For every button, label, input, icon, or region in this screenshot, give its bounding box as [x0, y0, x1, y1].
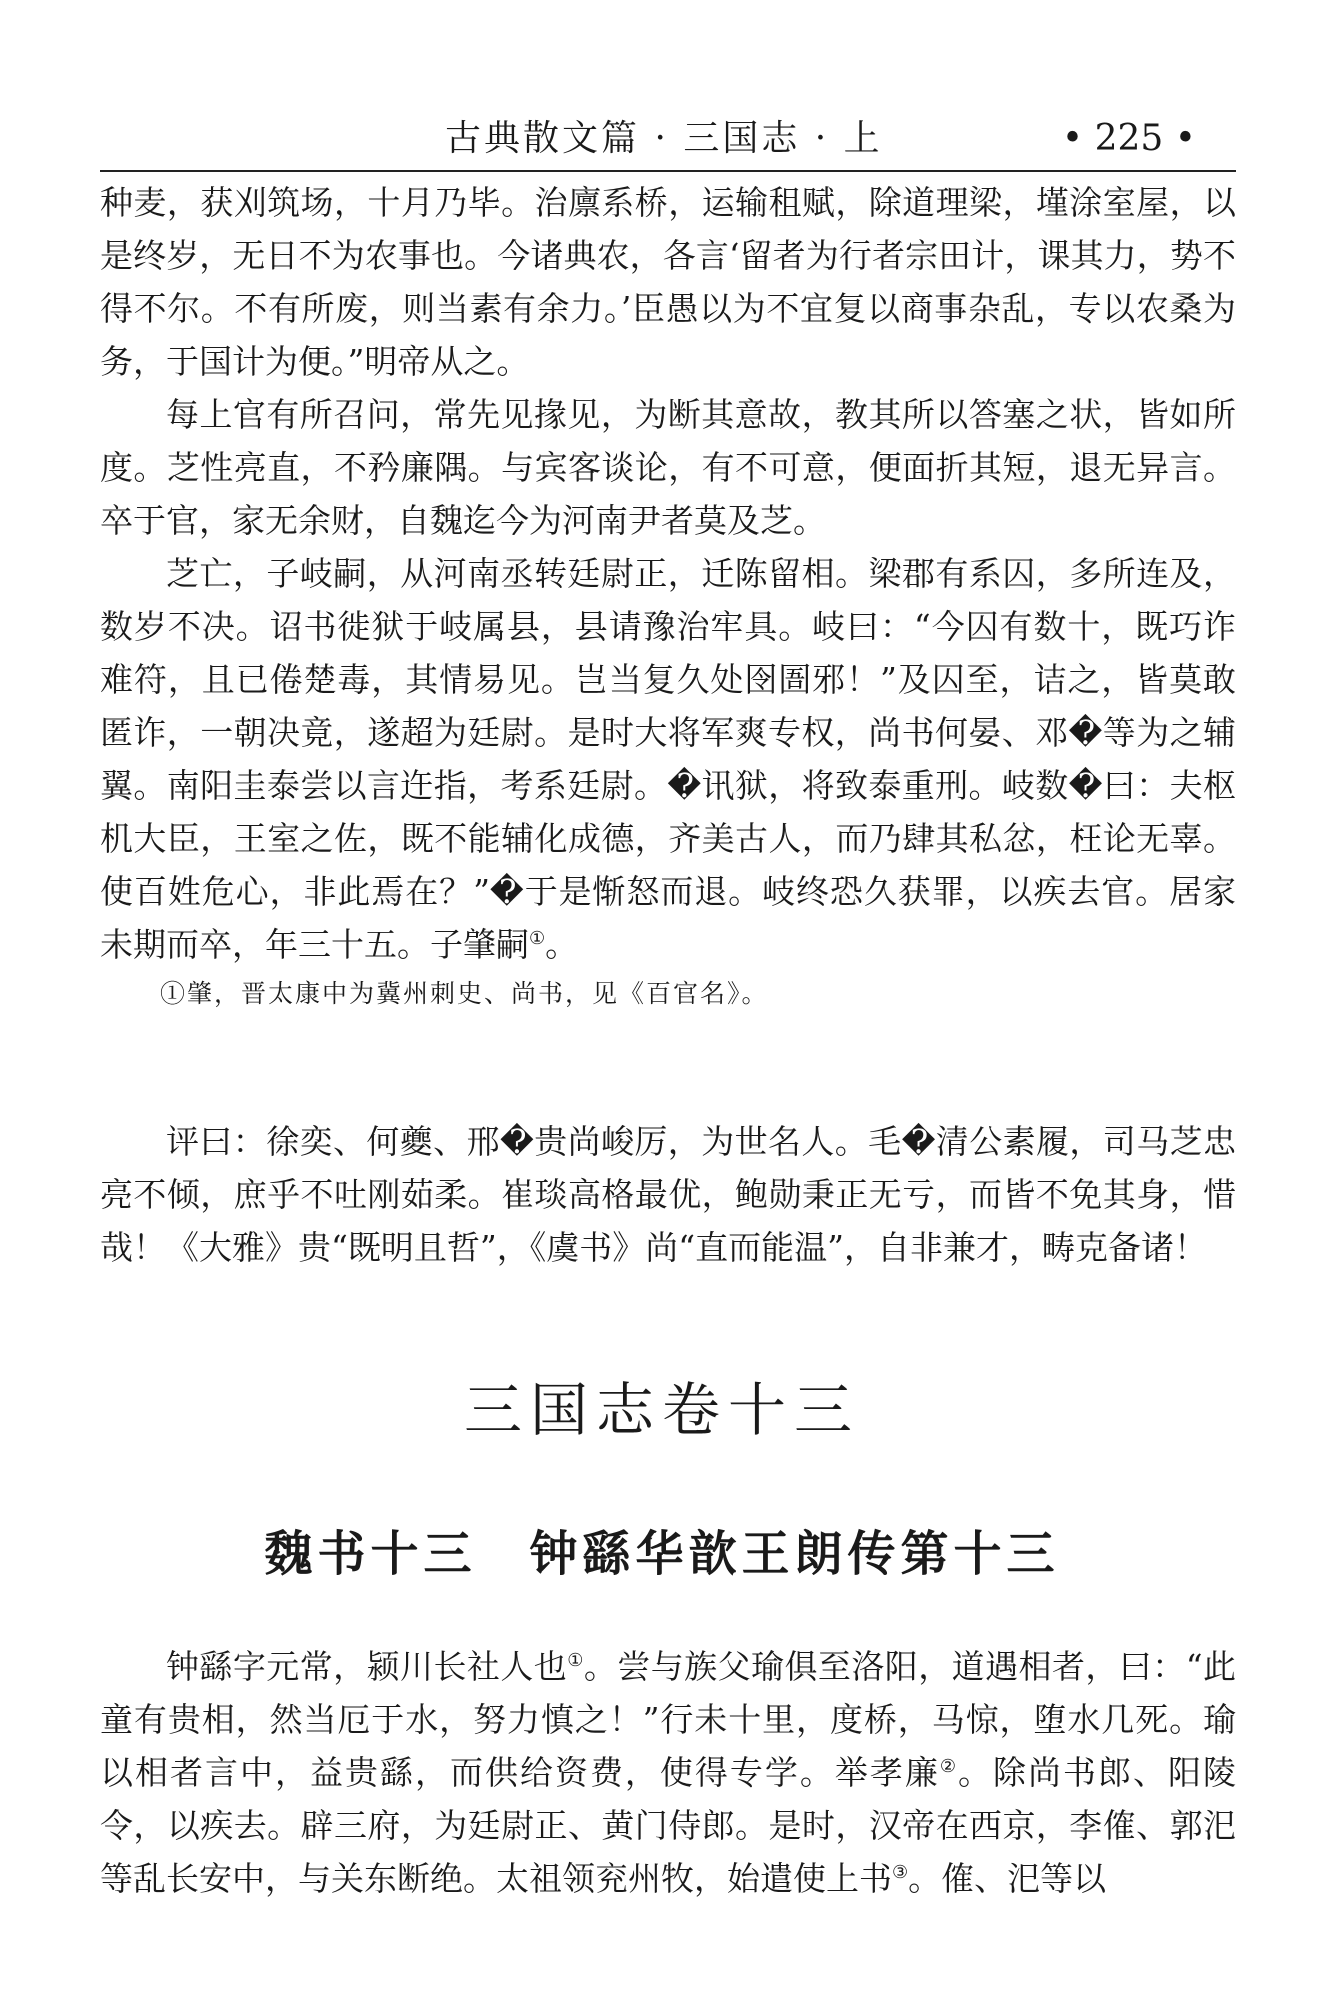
paragraph-text: 。尝与族父瑜俱至洛阳，道遇相者，曰：“此童有贵相，然当厄于水，努力慎之！”行未十里，度桥，马惊，堕水几死。瑜以相者言中，益贵繇，而供给资费，使得专学。举孝廉	[100, 1647, 1237, 1792]
volume-title: 三国志卷十三	[463, 1376, 860, 1444]
page-number: • 225 •	[1061, 118, 1196, 159]
paragraph-text: 。除尚书郎、阳陵令，以疾去。辟三府，为廷尉正、黄门侍郎。是时，汉帝在西京，李傕、郭汜等乱长安中，与关东断绝。太祖领兖州牧，始遣使上书	[100, 1753, 1237, 1898]
footnote: ①肇，晋太康中为冀州刺史、尚书，见《百官名》。	[160, 979, 769, 1008]
chapter-text	[100, 1640, 1236, 1905]
footnote-ref: ①	[567, 1650, 584, 1671]
comment-paragraph: 评曰：徐奕、何夔、邢�贵尚峻厉，为世名人。毛�清公素履，司马芝忠亮不倾，庶乎不吐刚茹柔。崔琰高格最优，鲍勋秉正无亏，而皆不免其身，惜哉！《大雅》贵“既明且哲”，《虞书》尚“直而能温”，自非兼才，畴克备诸！	[100, 1122, 1236, 1267]
paragraph-text: 芝亡，子岐嗣，从河南丞转廷尉正，迁陈留相。梁郡有系囚，多所连及，数岁不决。诏书徙狱于岐属县，县请豫治牢具。岐曰：“今囚有数十，既巧诈难符，且已倦楚毒，其情易见。岂当复久处囹圄邪！”及囚至，诘之，皆莫敢匿诈，一朝决竟，遂超为廷尉。是时大将军爽专权，尚书何晏、邓�等为之辅翼。南阳圭泰尝以言迕指，考系廷尉。�讯狱，将致泰重刑。岐数�曰：夫枢机大臣，王室之佐，既不能辅化成德，齐美古人，而乃肆其私忿，枉论无辜。使百姓危心，非此焉在？”�于是惭怒而退。岐终恐久获罪，以疾去官。居家未期而卒，年三十五。子肇嗣	[100, 554, 1236, 964]
running-title: 古典散文篇 · 三国志 · 上	[445, 118, 883, 159]
paragraph-text: 。傕、汜等以	[908, 1859, 1107, 1898]
commentary	[100, 1115, 1236, 1274]
paragraph	[100, 547, 1236, 971]
paragraph-end: 。	[545, 925, 579, 964]
main-text	[100, 176, 1236, 1015]
footnote-ref: ①	[529, 928, 546, 949]
chapter-title: 魏书十三 钟繇华歆王朗传第十三	[264, 1526, 1060, 1582]
header-rule	[100, 170, 1236, 172]
footnote-ref: ②	[939, 1756, 959, 1777]
paragraph	[100, 1640, 1236, 1905]
footnote-ref: ③	[892, 1862, 909, 1883]
paragraph: 种麦，获刈筑场，十月乃毕。治廪系桥，运输租赋，除道理梁，墐涂室屋，以是终岁，无日不为农事也。今诸典农，各言‘留者为行者宗田计，课其力，势不得不尔。不有所废，则当素有余力。’臣愚以为不宜复以商事杂乱，专以农桑为务，于国计为便。”明帝从之。	[100, 183, 1236, 381]
page-header	[100, 112, 1236, 172]
paragraph-text: 钟繇字元常，颍川长社人也	[166, 1647, 568, 1686]
paragraph: 每上官有所召问，常先见掾见，为断其意故，教其所以答塞之状，皆如所度。芝性亮直，不矜廉隅。与宾客谈论，有不可意，便面折其短，退无异言。卒于官，家无余财，自魏迄今为河南尹者莫及芝。	[100, 395, 1236, 540]
